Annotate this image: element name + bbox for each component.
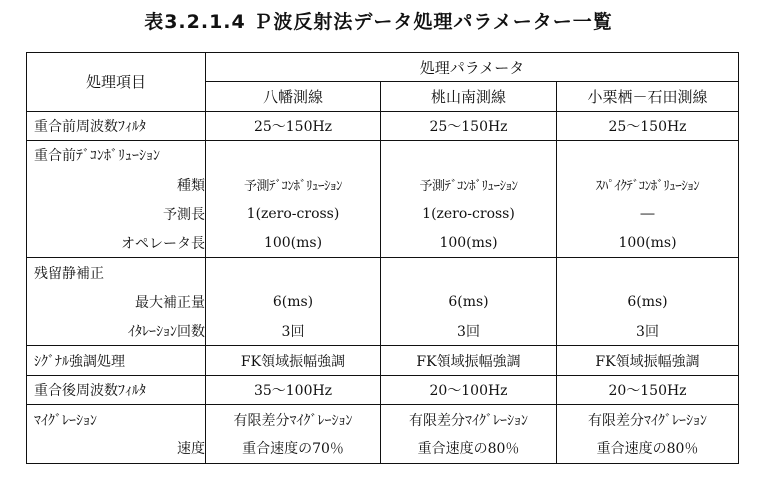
table-title: 表3.2.1.4 Ｐ波反射法データ処理パラメーター一覧	[144, 11, 613, 33]
parameter-table	[26, 52, 739, 464]
header-item: 処理項目	[27, 53, 206, 112]
table-cell: 1(zero-cross)	[381, 199, 557, 228]
sub-label: 速度	[27, 434, 206, 464]
table-cell: 予測ﾃﾞｺﾝﾎﾞﾘｭｰｼｮﾝ	[206, 170, 381, 199]
table-cell: 6(ms)	[381, 287, 557, 316]
table-cell: 3回	[381, 317, 557, 346]
table-cell: 25～150Hz	[557, 111, 739, 140]
sub-label: 種類	[27, 170, 206, 199]
table-cell: 有限差分ﾏｲｸﾞﾚｰｼｮﾝ	[557, 405, 739, 434]
sub-label: オペレータ長	[27, 229, 206, 258]
table-cell: 3回	[557, 317, 739, 346]
table-cell: 25～150Hz	[381, 111, 557, 140]
table-cell: 有限差分ﾏｲｸﾞﾚｰｼｮﾝ	[381, 405, 557, 434]
table-cell: 重合速度の80％	[557, 434, 739, 464]
table-cell: ｽﾊﾟｲｸﾃﾞｺﾝﾎﾞﾘｭｰｼｮﾝ	[557, 170, 739, 199]
row-label: 重合前ﾃﾞｺﾝﾎﾞﾘｭｰｼｮﾝ	[27, 141, 206, 170]
row-label: 重合前周波数ﾌｨﾙﾀ	[27, 111, 206, 140]
table-cell: 6(ms)	[206, 287, 381, 316]
table-cell: 35～100Hz	[206, 375, 381, 404]
table-cell: 25～150Hz	[206, 111, 381, 140]
table-cell: FK領域振幅強調	[206, 346, 381, 375]
table-cell: 100(ms)	[206, 229, 381, 258]
sub-label: 最大補正量	[27, 287, 206, 316]
table-cell: 重合速度の80％	[381, 434, 557, 464]
row-label: 残留静補正	[27, 258, 206, 287]
table-cell: ―	[557, 199, 739, 228]
header-parameters: 処理パラメータ	[206, 53, 739, 82]
sub-label: 予測長	[27, 199, 206, 228]
table-cell: FK領域振幅強調	[557, 346, 739, 375]
header-line-yawata: 八幡測線	[206, 82, 381, 111]
row-label: ﾏｲｸﾞﾚｰｼｮﾝ	[27, 405, 206, 434]
table-cell: FK領域振幅強調	[381, 346, 557, 375]
table-cell: 20～100Hz	[381, 375, 557, 404]
table-cell: 100(ms)	[557, 229, 739, 258]
table-cell: 予測ﾃﾞｺﾝﾎﾞﾘｭｰｼｮﾝ	[381, 170, 557, 199]
header-line-ogurusu: 小栗栖－石田測線	[557, 82, 739, 111]
table-cell: 有限差分ﾏｲｸﾞﾚｰｼｮﾝ	[206, 405, 381, 434]
table-cell: 1(zero-cross)	[206, 199, 381, 228]
sub-label: ｲﾀﾚｰｼｮﾝ回数	[27, 317, 206, 346]
table-cell: 重合速度の70％	[206, 434, 381, 464]
table-cell: 3回	[206, 317, 381, 346]
table-cell: 100(ms)	[381, 229, 557, 258]
row-label: ｼｸﾞﾅﾙ強調処理	[27, 346, 206, 375]
table-cell: 6(ms)	[557, 287, 739, 316]
table-cell: 20～150Hz	[557, 375, 739, 404]
header-line-momoyama: 桃山南測線	[381, 82, 557, 111]
row-label: 重合後周波数ﾌｨﾙﾀ	[27, 375, 206, 404]
